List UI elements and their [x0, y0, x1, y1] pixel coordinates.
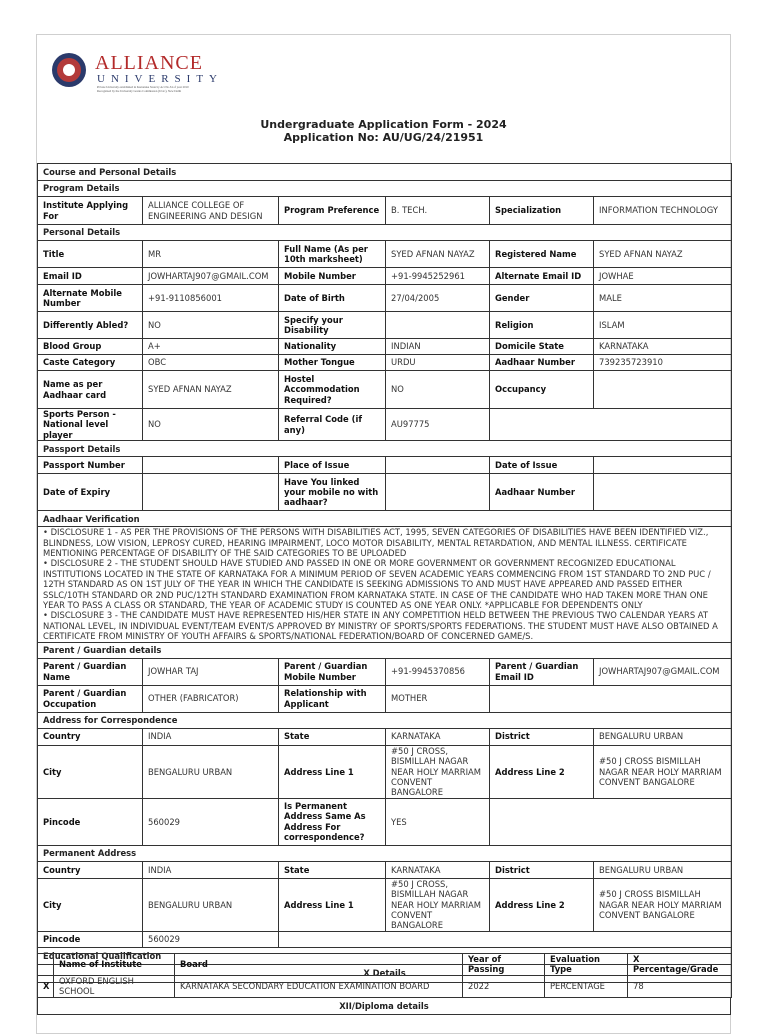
- perm-city-value: BENGALURU URBAN: [143, 878, 279, 931]
- specify-disability-label: Specify your Disability: [279, 312, 386, 339]
- x-row-label: X: [38, 975, 54, 997]
- passport-aadhaar-number-value: [594, 474, 732, 511]
- hostel-label: Hostel Accommodation Required?: [279, 371, 386, 409]
- x-header-evaluation: Evaluation Type: [545, 954, 628, 976]
- x-row-board: KARNATAKA SECONDARY EDUCATION EXAMINATION BOARD: [175, 975, 463, 997]
- x-header-blank: [38, 954, 54, 976]
- alternate-email-label: Alternate Email ID: [490, 268, 594, 285]
- corr-pincode-value: 560029: [143, 798, 279, 845]
- corr-line1-label: Address Line 1: [279, 745, 386, 798]
- perm-pincode-label: Pincode: [38, 931, 143, 947]
- logo-tagline-1: Private University established in Karnataka State by Act No.34 of year 2010: [97, 85, 189, 89]
- corr-district-value: BENGALURU URBAN: [594, 728, 732, 745]
- application-number: Application No: AU/UG/24/21951: [283, 131, 484, 144]
- disclosures-block: [38, 527, 732, 642]
- specialization-label: Specialization: [490, 197, 594, 225]
- parent-name-label: Parent / Guardian Name: [38, 658, 143, 685]
- referral-code-label: Referral Code (if any): [279, 409, 386, 441]
- alternate-mobile-label: Alternate Mobile Number: [38, 285, 143, 312]
- x-row-year: 2022: [463, 975, 545, 997]
- title-value: MR: [143, 241, 279, 268]
- full-name-label: Full Name (As per 10th marksheet): [279, 241, 386, 268]
- program-preference-value: B. TECH.: [386, 197, 490, 225]
- logo-name: ALLIANCE: [95, 52, 203, 74]
- empty-cell: [490, 409, 732, 441]
- blood-group-label: Blood Group: [38, 339, 143, 355]
- mother-tongue-value: URDU: [386, 355, 490, 371]
- parent-occupation-label: Parent / Guardian Occupation: [38, 685, 143, 712]
- specify-disability-value: [386, 312, 490, 339]
- passport-aadhaar-number-label: Aadhaar Number: [490, 474, 594, 511]
- empty-cell: [490, 685, 732, 712]
- alliance-university-logo: [49, 50, 229, 106]
- perm-country-value: INDIA: [143, 861, 279, 878]
- relationship-value: MOTHER: [386, 685, 490, 712]
- perm-line1-value: #50 J CROSS, BISMILLAH NAGAR NEAR HOLY MARRIAM CONVENT BANGALORE: [386, 878, 490, 931]
- form-title: Undergraduate Application Form - 2024: [260, 118, 507, 131]
- x-header-percentage: X Percentage/Grade: [628, 954, 732, 976]
- hostel-value: NO: [386, 371, 490, 409]
- parent-email-label: Parent / Guardian Email ID: [490, 658, 594, 685]
- religion-value: ISLAM: [594, 312, 732, 339]
- aadhaar-name-value: SYED AFNAN NAYAZ: [143, 371, 279, 409]
- perm-state-label: State: [279, 861, 386, 878]
- disclosure-1: • DISCLOSURE 1 - AS PER THE PROVISIONS OF THE PERSONS WITH DISABILITIES ACT, 1995, SEVEN CATEGORIES OF DISABILITIES HAVE BEEN IDENTIFIED VIZ., BLINDNESS, LOW VISION, LEPROSY CURED, HEARING IMPAIRMENT, LOCO MOTOR DISABILITY, MENTAL RETARDATION, AND MENTAL ILLNESS. CERTIFICATE MENTIONING PERCENTAGE OF DISABILITY OF THE SAID CATEGORIES TO BE UPLOADED: [43, 527, 709, 559]
- parent-occupation-value: OTHER (FABRICATOR): [143, 685, 279, 712]
- program-preference-label: Program Preference: [279, 197, 386, 225]
- section-parent-guardian: Parent / Guardian details: [38, 642, 732, 658]
- corr-country-value: INDIA: [143, 728, 279, 745]
- corr-country-label: Country: [38, 728, 143, 745]
- section-correspondence-address: Address for Correspondence: [38, 712, 732, 728]
- email-value: JOWHARTAJ907@GMAIL.COM: [143, 268, 279, 285]
- place-of-issue-label: Place of Issue: [279, 457, 386, 474]
- aadhaar-name-label: Name as per Aadhaar card: [38, 371, 143, 409]
- parent-mobile-label: Parent / Guardian Mobile Number: [279, 658, 386, 685]
- perm-city-label: City: [38, 878, 143, 931]
- specialization-value: INFORMATION TECHNOLOGY: [594, 197, 732, 225]
- mobile-value: +91-9945252961: [386, 268, 490, 285]
- gender-label: Gender: [490, 285, 594, 312]
- place-of-issue-value: [386, 457, 490, 474]
- empty-cell: [279, 931, 732, 947]
- sports-person-label: Sports Person - National level player: [38, 409, 143, 441]
- caste-category-value: OBC: [143, 355, 279, 371]
- parent-email-value: JOWHARTAJ907@GMAIL.COM: [594, 658, 732, 685]
- empty-cell: [490, 798, 732, 845]
- occupancy-label: Occupancy: [490, 371, 594, 409]
- email-label: Email ID: [38, 268, 143, 285]
- application-form-table: [37, 163, 732, 983]
- mobile-label: Mobile Number: [279, 268, 386, 285]
- institute-label: Institute Applying For: [38, 197, 143, 225]
- section-program-details: Program Details: [38, 181, 732, 197]
- passport-number-label: Passport Number: [38, 457, 143, 474]
- registered-name-value: SYED AFNAN NAYAZ: [594, 241, 732, 268]
- corr-line1-value: #50 J CROSS, BISMILLAH NAGAR NEAR HOLY MARRIAM CONVENT BANGALORE: [386, 745, 490, 798]
- occupancy-value: [594, 371, 732, 409]
- corr-pincode-label: Pincode: [38, 798, 143, 845]
- corr-city-value: BENGALURU URBAN: [143, 745, 279, 798]
- corr-state-value: KARNATAKA: [386, 728, 490, 745]
- passport-number-value: [143, 457, 279, 474]
- title-label: Title: [38, 241, 143, 268]
- full-name-value: SYED AFNAN NAYAZ: [386, 241, 490, 268]
- linked-mobile-value: [386, 474, 490, 511]
- registered-name-label: Registered Name: [490, 241, 594, 268]
- x-details-heading: X Details: [38, 964, 732, 982]
- corr-district-label: District: [490, 728, 594, 745]
- differently-abled-value: NO: [143, 312, 279, 339]
- x-header-board: Board: [175, 954, 463, 976]
- nationality-label: Nationality: [279, 339, 386, 355]
- x-row-evaluation: PERCENTAGE: [545, 975, 628, 997]
- section-educational-qualification: Educational Qualification: [38, 947, 732, 964]
- perm-line1-label: Address Line 1: [279, 878, 386, 931]
- aadhaar-number-label: Aadhaar Number: [490, 355, 594, 371]
- caste-category-label: Caste Category: [38, 355, 143, 371]
- perm-line2-value: #50 J CROSS BISMILLAH NAGAR NEAR HOLY MARRIAM CONVENT BANGALORE: [594, 878, 732, 931]
- corr-line2-label: Address Line 2: [490, 745, 594, 798]
- corr-line2-value: #50 J CROSS BISMILLAH NAGAR NEAR HOLY MARRIAM CONVENT BANGALORE: [594, 745, 732, 798]
- logo-sub: UNIVERSITY: [97, 73, 223, 85]
- religion-label: Religion: [490, 312, 594, 339]
- section-personal-details: Personal Details: [38, 225, 732, 241]
- logo-tagline-2: Recognized by the University Grants Commission (UGC), New Delhi: [97, 89, 182, 93]
- x-row-institute: OXFORD ENGLISH SCHOOL: [54, 975, 175, 997]
- section-passport-details: Passport Details: [38, 441, 732, 457]
- parent-mobile-value: +91-9945370856: [386, 658, 490, 685]
- alternate-mobile-value: +91-9110856001: [143, 285, 279, 312]
- corr-state-label: State: [279, 728, 386, 745]
- perm-district-label: District: [490, 861, 594, 878]
- x-details-table: [37, 953, 732, 998]
- blood-group-value: A+: [143, 339, 279, 355]
- dob-value: 27/04/2005: [386, 285, 490, 312]
- xii-details-heading: XII/Diploma details: [38, 998, 731, 1015]
- x-row-percentage: 78: [628, 975, 732, 997]
- date-of-expiry-value: [143, 474, 279, 511]
- section-aadhaar-verification: Aadhaar Verification: [38, 511, 732, 527]
- section-permanent-address: Permanent Address: [38, 845, 732, 861]
- gender-value: MALE: [594, 285, 732, 312]
- perm-line2-label: Address Line 2: [490, 878, 594, 931]
- linked-mobile-label: Have You linked your mobile no with aadhaar?: [279, 474, 386, 511]
- nationality-value: INDIAN: [386, 339, 490, 355]
- domicile-state-label: Domicile State: [490, 339, 594, 355]
- date-of-issue-label: Date of Issue: [490, 457, 594, 474]
- aadhaar-number-value: 739235723910: [594, 355, 732, 371]
- section-course-personal: Course and Personal Details: [38, 164, 732, 181]
- x-header-institute: Name of Institute: [54, 954, 175, 976]
- perm-state-value: KARNATAKA: [386, 861, 490, 878]
- domicile-state-value: KARNATAKA: [594, 339, 732, 355]
- address-same-value: YES: [386, 798, 490, 845]
- disclosure-2: • DISCLOSURE 2 - THE STUDENT SHOULD HAVE STUDIED AND PASSED IN ONE OR MORE GOVERNMENT OR GOVERNMENT RECOGNIZED EDUCATIONAL INSTITUTIONS LOCATED IN THE STATE OF KARNATAKA FOR A MINIMUM PERIOD OF SEVEN ACADEMIC YEARS COMMENCING FROM 1ST STANDARD TO 2ND PUC / 12TH STANDARD AS ON 1ST JULY OF THE YEAR IN WHICH THE CANDIDATE IS SEEKING ADMISSIONS TO AND MUST HAVE APPEARED AND PASSED EITHER SSLC/10TH STANDARD OR 2ND PUC/12TH STANDARD EXAMINATION FROM KARNATAKA STATE. IN CASE OF THE CANDIDATE WHO HAD TAKEN MORE THAN ONE YEAR TO PASS A CLASS OR STANDARD, THE YEAR OF ACADEMIC STUDY IS COUNTED AS ONE YEAR ONLY. *APPLICABLE FOR DEPENDENTS ONLY: [43, 558, 711, 611]
- date-of-expiry-label: Date of Expiry: [38, 474, 143, 511]
- address-same-label: Is Permanent Address Same As Address For correspondence?: [279, 798, 386, 845]
- alternate-email-value: JOWHAE: [594, 268, 732, 285]
- date-of-issue-value: [594, 457, 732, 474]
- relationship-label: Relationship with Applicant: [279, 685, 386, 712]
- corr-city-label: City: [38, 745, 143, 798]
- institute-value: ALLIANCE COLLEGE OF ENGINEERING AND DESIGN: [143, 197, 279, 225]
- perm-district-value: BENGALURU URBAN: [594, 861, 732, 878]
- disclosure-3: • DISCLOSURE 3 - THE CANDIDATE MUST HAVE REPRESENTED HIS/HER STATE IN ANY COMPETITION HELD BETWEEN THE PREVIOUS TWO CALENDAR YEARS AT NATIONAL LEVEL, IN INDIVIDUAL EVENT/TEAM EVENT/S APPROVED BY MINISTRY OF SPORTS/SPORTS FEDERATIONS. THE STUDENT MUST HAVE ALSO OBTAINED A CERTIFICATE FROM MINISTRY OF YOUTH AFFAIRS & SPORTS/NATIONAL FEDERATION/BOARD OF CONCERNED GAME/S.: [43, 610, 718, 642]
- dob-label: Date of Birth: [279, 285, 386, 312]
- xii-details-table: [37, 997, 731, 1015]
- perm-country-label: Country: [38, 861, 143, 878]
- mother-tongue-label: Mother Tongue: [279, 355, 386, 371]
- referral-code-value: AU97775: [386, 409, 490, 441]
- x-header-year: Year of Passing: [463, 954, 545, 976]
- parent-name-value: JOWHAR TAJ: [143, 658, 279, 685]
- sports-person-value: NO: [143, 409, 279, 441]
- perm-pincode-value: 560029: [143, 931, 279, 947]
- differently-abled-label: Differently Abled?: [38, 312, 143, 339]
